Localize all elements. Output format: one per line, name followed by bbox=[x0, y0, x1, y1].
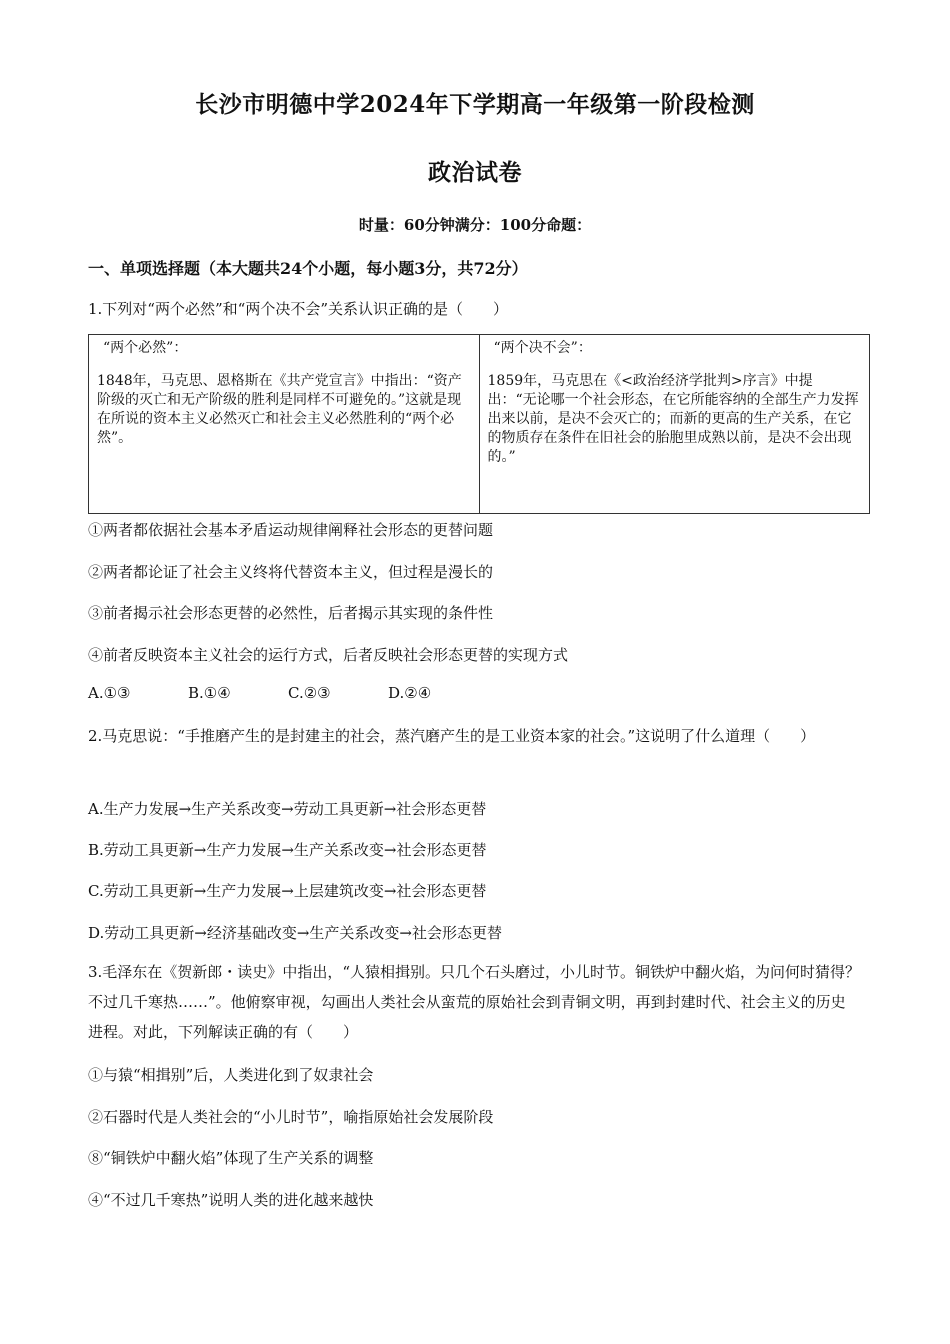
q3-statement-4: ④“不过几千寒热”说明人类的进化越来越快 bbox=[88, 1191, 374, 1209]
q1-right-body: 1859年，马克思在《<政治经济学批判>序言》中提出：“无论哪一个社会形态，在它所能容纳的全部生产力发挥出来以前，是决不会灭亡的；而新的更高的生产关系，在它的物质存在条件在旧社会的胎胞里成熟以前，是决不会出现的。” bbox=[487, 373, 859, 465]
q1-statement-4: ④前者反映资本主义社会的运行方式，后者反映社会形态更替的实现方式 bbox=[88, 646, 569, 664]
q2-option-a: A.生产力发展→生产关系改变→劳动工具更新→社会形态更替 bbox=[88, 800, 487, 818]
q1-option-c: C.②③ bbox=[288, 684, 331, 702]
q1-statement-3: ③前者揭示社会形态更替的必然性，后者揭示其实现的条件性 bbox=[88, 604, 494, 622]
q3-statement-2: ②石器时代是人类社会的“小儿时节”，喻指原始社会发展阶段 bbox=[88, 1108, 494, 1126]
q1-options bbox=[88, 684, 488, 702]
q1-right-cell bbox=[479, 335, 870, 513]
q1-option-b: B.①④ bbox=[188, 684, 231, 702]
q1-option-a: A.①③ bbox=[88, 684, 131, 702]
q1-option-d: D.②④ bbox=[388, 684, 432, 702]
exam-subtitle: 政治试卷 bbox=[428, 159, 522, 186]
q2-option-c: C.劳动工具更新→生产力发展→上层建筑改变→社会形态更替 bbox=[88, 882, 487, 900]
exam-title: 长沙市明德中学2024年下学期高一年级第一阶段检测 bbox=[195, 91, 755, 118]
q1-right-head: “两个决不会”： bbox=[493, 340, 592, 356]
q1-left-cell bbox=[89, 335, 479, 513]
q2-stem: 2.马克思说：“手推磨产生的是封建主的社会，蒸汽磨产生的是工业资本家的社会。”这说明了什么道理（ ） bbox=[88, 727, 816, 745]
q3-stem: 3.毛泽东在《贺新郎・读史》中指出，“人猿相揖别。只几个石头磨过，小儿时节。铜铁炉中翻火焰，为问何时猜得？不过几千寒热……”。他俯察审视，勾画出人类社会从蛮荒的原始社会到青铜文明，再到封建时代、社会主义的历史进程。对此，下列解读正确的有（ ） bbox=[88, 963, 860, 1041]
q1-statement-2: ②两者都论证了社会主义终将代替资本主义，但过程是漫长的 bbox=[88, 563, 494, 581]
q3-statement-3: ⑧“铜铁炉中翻火焰”体现了生产关系的调整 bbox=[88, 1149, 374, 1167]
q1-statement-1: ①两者都依据社会基本矛盾运动规律阐释社会形态的更替问题 bbox=[88, 521, 494, 539]
exam-meta: 时量：60分钟满分：100分命题： bbox=[358, 216, 592, 234]
q1-left-body: 1848年，马克思、恩格斯在《共产党宣言》中指出：“资产阶级的灭亡和无产阶级的胜利是同样不可避免的。”这就是现在所说的资本主义必然灭亡和社会主义必然胜利的“两个必然”。 bbox=[97, 373, 462, 446]
q1-material-table bbox=[88, 334, 870, 514]
q3-statement-1: ①与猿“相揖别”后，人类进化到了奴隶社会 bbox=[88, 1066, 374, 1084]
q2-option-b: B.劳动工具更新→生产力发展→生产关系改变→社会形态更替 bbox=[88, 841, 487, 859]
q2-option-d: D.劳动工具更新→经济基础改变→生产关系改变→社会形态更替 bbox=[88, 924, 502, 942]
section-heading: 一、单项选择题（本大题共24个小题，每小题3分，共72分） bbox=[88, 259, 528, 278]
q1-stem: 1.下列对“两个必然”和“两个决不会”关系认识正确的是（ ） bbox=[88, 300, 508, 318]
q1-left-head: “两个必然”： bbox=[103, 340, 188, 356]
